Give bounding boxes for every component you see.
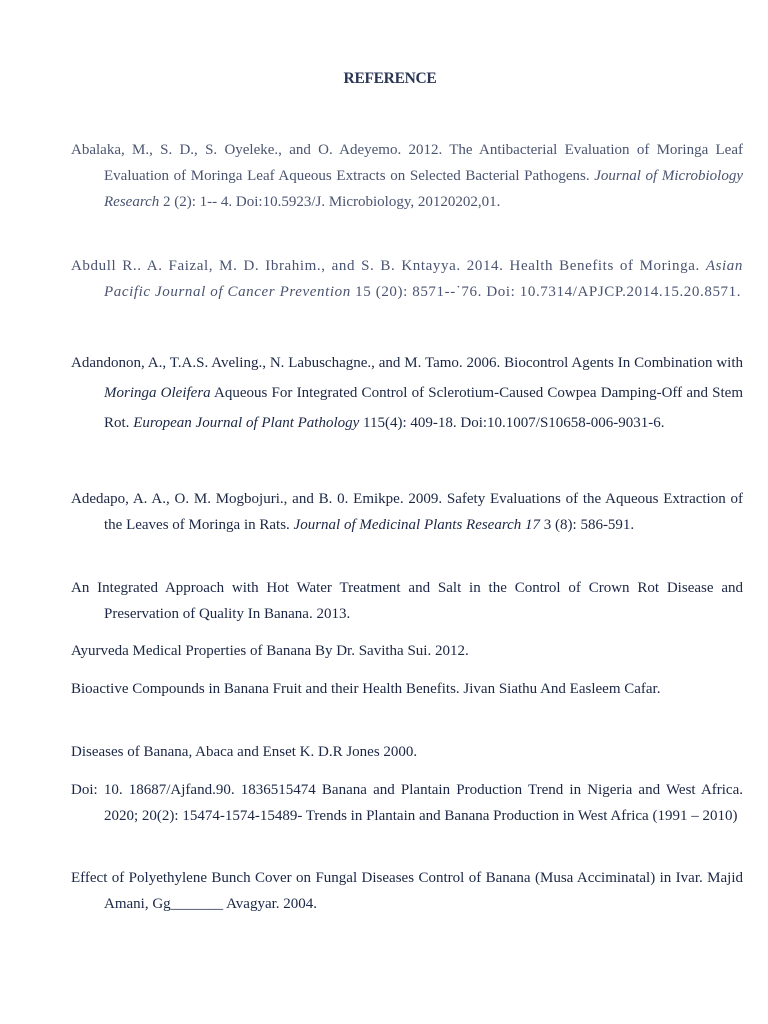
reference-entry (71, 487, 743, 539)
reference-text: 3 (8): 586-591. (540, 516, 635, 533)
reference-entry: Doi: 10. 18687/Ajfand.90. 1836515474 Banana and Plantain Production Trend in Nigeria and West Africa. 2020; 20(2): 15474-1574-15489- Trends in Plantain and Banana Production in West Africa (1991 – 2010) (71, 782, 743, 824)
journal-title: Journal of Microbiology Research (104, 167, 743, 210)
journal-title: Journal of Medicinal Plants Research 17 (293, 516, 541, 533)
page-title: REFERENCE (343, 70, 437, 87)
reference-text: Aqueous For Integrated Control of Sclerotium-Caused Cowpea Damping-Off and Stem Rot. (104, 384, 743, 431)
reference-text: Abdull R.. A. Faizal, M. D. Ibrahim., and S. B. Kntayya. 2014. Health Benefits of Moringa. (71, 258, 706, 274)
reference-text: 2 (2): 1-- 4. Doi:10.5923/J. Microbiology, 20120202,01. (159, 193, 501, 210)
reference-text: Abalaka, M., S. D., S. Oyeleke., and O. Adeyemo. 2012. The Antibacterial Evaluation of Moringa Leaf Evaluation of Moringa Leaf Aqueous Extracts on Selected Bacterial Pathogens. (71, 142, 743, 184)
reference-entry (71, 138, 743, 215)
reference-text: 115(4): 409-18. Doi:10.1007/S10658-006-9031-6. (359, 414, 665, 431)
reference-entry: Effect of Polyethylene Bunch Cover on Fungal Diseases Control of Banana (Musa Acciminatal) in Ivar. Majid Amani, Gg_______ Avagyar. 2004. (71, 870, 743, 912)
reference-entry (71, 349, 743, 438)
reference-text: Adandonon, A., T.A.S. Aveling., N. Labuschagne., and M. Tamo. 2006. Biocontrol Agents In Combination with (71, 355, 743, 371)
reference-entry: Diseases of Banana, Abaca and Enset K. D.R Jones 2000. (71, 744, 418, 760)
reference-text: 15 (20): 8571--˙76. Doi: 10.7314/APJCP.2014.15.20.8571. (350, 283, 742, 300)
journal-title: European Journal of Plant Pathology (133, 414, 360, 431)
reference-entry: Ayurveda Medical Properties of Banana By Dr. Savitha Sui. 2012. (71, 643, 469, 659)
reference-entry: Bioactive Compounds in Banana Fruit and their Health Benefits. Jivan Siathu And Easleem Cafar. (71, 681, 661, 697)
reference-entry (71, 254, 743, 306)
reference-text: Adedapo, A. A., O. M. Mogbojuri., and B. 0. Emikpe. 2009. Safety Evaluations of the Aqueous Extraction of the Leaves of Moringa in Rats. (71, 491, 743, 533)
journal-title: Asian Pacific Journal of Cancer Prevention (104, 258, 743, 300)
species-name: Moringa Oleifera (104, 384, 211, 401)
reference-entry: An Integrated Approach with Hot Water Treatment and Salt in the Control of Crown Rot Disease and Preservation of Quality In Banana. 2013. (71, 580, 743, 622)
